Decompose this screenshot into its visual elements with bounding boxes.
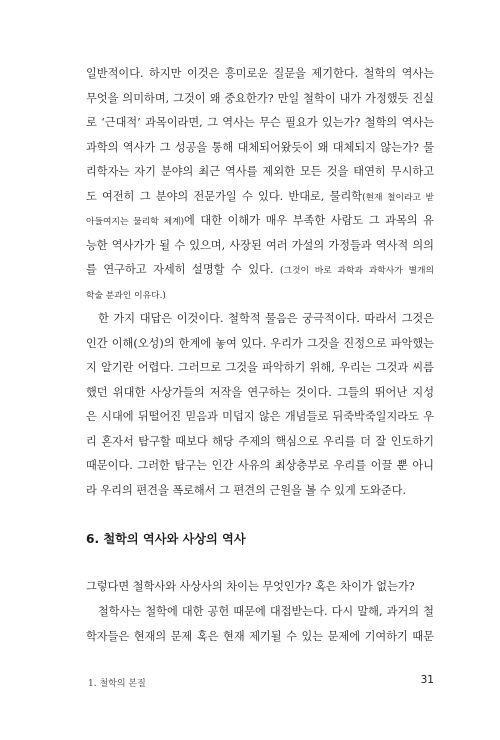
text-line (86, 234, 434, 259)
text-segment: 철학사는 철학에 대한 공헌 때문에 대접받는다. 다시 말해, 과거의 철 (98, 605, 434, 618)
text-line (86, 430, 434, 455)
text-segment: 로 ‘근대적’ 과목이라면, 그 역사는 무슨 필요가 있는가? 철학의 역사는 (86, 116, 434, 129)
paragraph-history-question (86, 62, 434, 307)
text-line (86, 283, 434, 308)
text-line (86, 575, 434, 600)
text-segment: 지 알기란 어렵다. 그러므로 그것을 파악하기 위해, 우리는 그것과 씨름 (86, 361, 434, 374)
text-line (86, 258, 434, 283)
text-segment: 능한 역사가가 될 수 있으며, 사장된 여러 가설의 가정들과 역사적 의의 (86, 238, 434, 252)
text-segment: 에 대한 이해가 매우 부족한 사람도 그 과목의 유 (184, 214, 434, 227)
text-segment: 라 우리의 편견을 폭로해서 그 편견의 근원을 볼 수 있게 도와준다. (86, 483, 407, 497)
parenthetical-note: (그것이 바로 과학과 과학사가 별개의 (280, 266, 434, 276)
page-number: 31 (420, 674, 434, 686)
text-line (86, 479, 434, 504)
text-line (86, 307, 434, 332)
text-segment: 리 혼자서 탐구할 때보다 해당 주제의 핵심으로 우리를 더 잘 인도하기 (86, 434, 434, 448)
text-line (86, 600, 434, 625)
running-footer-chapter: 1. 철학의 본질 (88, 679, 146, 689)
text-line (86, 62, 434, 87)
text-line (86, 356, 434, 381)
text-segment: 때문이다. 그러한 탐구는 인간 사유의 최상층부로 우리를 이끌 뿐 아니 (86, 459, 434, 472)
paragraph-one-answer (86, 307, 434, 503)
text-line (86, 209, 434, 234)
section-heading: 6. 철학의 역사와 사상의 역사 (86, 532, 246, 546)
text-line (86, 454, 434, 479)
text-segment: 리학자는 자기 분야의 최근 역사를 제외한 모든 것을 태연히 무시하고 (86, 165, 434, 178)
text-segment: 일반적이다. 하지만 이것은 흥미로운 질문을 제기한다. 철학의 역사는 (86, 67, 434, 80)
paragraph-history-of-philosophy (86, 600, 434, 649)
paragraph-difference-question (86, 575, 434, 600)
text-line (86, 625, 434, 650)
text-segment: 했던 위대한 사상가들의 저작을 연구하는 것이다. 그들의 뛰어난 지성 (86, 385, 434, 399)
text-line (86, 160, 434, 185)
text-segment: 무엇을 의미하며, 그것이 왜 중요한가? 만일 철학이 내가 가정했듯 진실 (86, 91, 434, 105)
text-line (86, 111, 434, 136)
text-line (86, 332, 434, 357)
text-line (86, 185, 434, 210)
text-line (86, 87, 434, 112)
text-line (86, 136, 434, 161)
text-line (86, 405, 434, 430)
text-segment: 그렇다면 철학사와 사상사의 차이는 무엇인가? 혹은 차이가 없는가? (86, 580, 415, 593)
parenthetical-note: (현재 철이라고 받 (362, 192, 434, 203)
text-segment: 인간 이해(오성)의 한계에 놓여 있다. 우리가 그것을 진정으로 파악했는 (86, 336, 434, 350)
text-segment: 한 가지 대답은 이것이다. 철학적 물음은 궁극적이다. 따라서 그것은 (98, 312, 434, 325)
parenthetical-note: 학술 분과인 이유다.) (86, 290, 166, 301)
text-segment: 를 연구하고 자세히 설명할 수 있다. (86, 263, 281, 276)
text-segment: 도 여전히 그 분야의 전문가일 수 있다. 반대로, 물리학 (86, 189, 363, 203)
text-segment: 은 시대에 뒤떨어진 믿음과 미덥지 않은 개념들로 뒤죽박죽일지라도 우 (86, 410, 434, 423)
text-segment: 학자들은 현재의 문제 혹은 현재 제기될 수 있는 문제에 기여하기 때문 (86, 629, 434, 643)
parenthetical-note: 아들여지는 물리학 체계) (86, 217, 185, 227)
text-line (86, 381, 434, 406)
text-segment: 과학의 역사가 그 성공을 통해 대체되어왔듯이 왜 대체되지 않는가? 물 (86, 140, 434, 154)
